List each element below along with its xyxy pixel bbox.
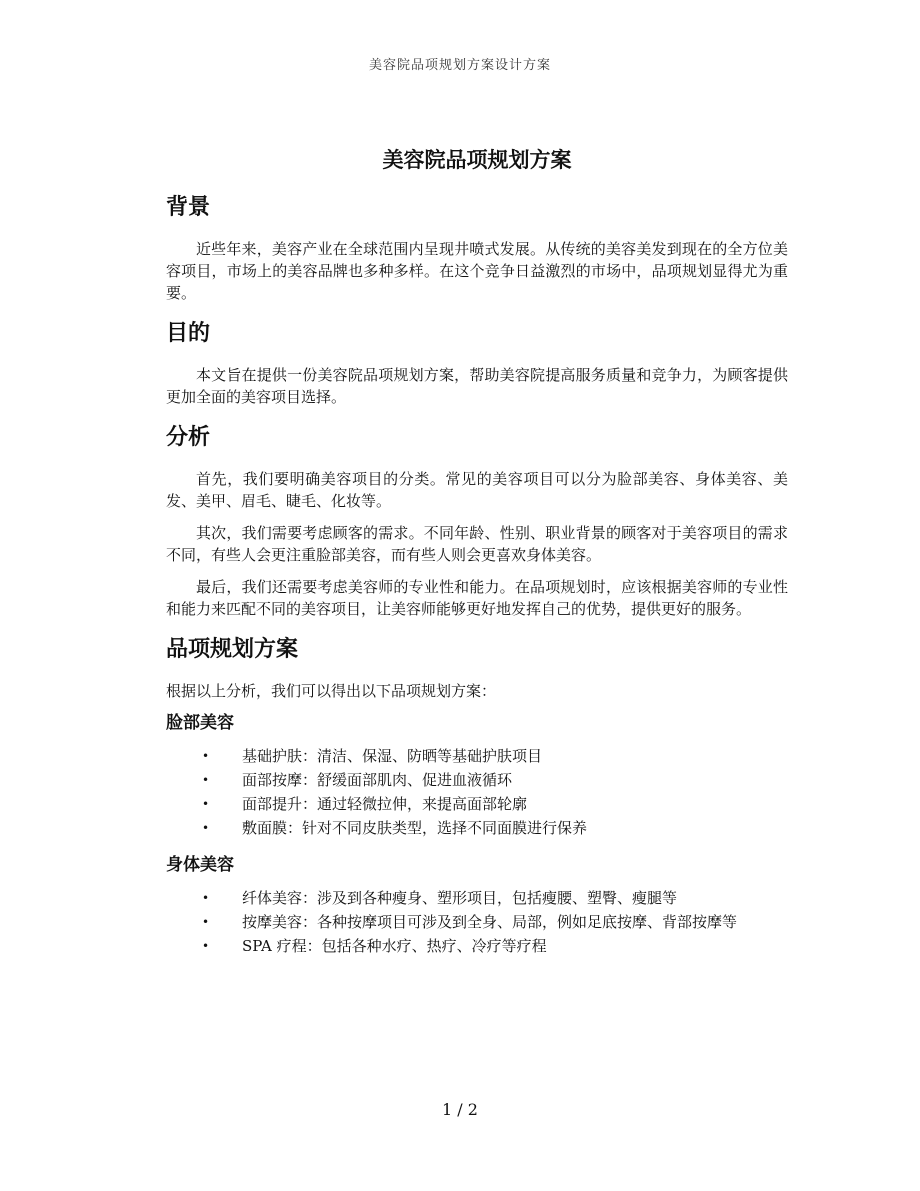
bullet-icon: • (202, 939, 210, 953)
bullet-icon: • (202, 915, 210, 929)
paragraph: 首先，我们要明确美容项目的分类。常见的美容项目可以分为脸部美容、身体美容、美发、美甲、眉毛、睫毛、化妆等。 (166, 470, 788, 510)
subsection-heading-facial: 脸部美容 (166, 713, 234, 733)
paragraph: 近些年来，美容产业在全球范围内呈现井喷式发展。从传统的美容美发到现在的全方位美容项目，市场上的美容品牌也多种多样。在这个竞争日益激烈的市场中，品项规划显得尤为重要。 (166, 240, 788, 302)
bullet-icon: • (202, 821, 210, 835)
facial-list (166, 744, 788, 840)
list-item (166, 910, 788, 934)
section-heading: 品项规划方案 (166, 637, 299, 662)
bullet-icon: • (202, 797, 210, 811)
section-heading: 背景 (166, 195, 211, 220)
bullet-icon: • (202, 749, 210, 763)
list-item-text: 基础护肤：清洁、保湿、防晒等基础护肤项目 (242, 747, 543, 765)
list-item (166, 886, 788, 910)
list-item-text: 按摩美容：各种按摩项目可涉及到全身、局部，例如足底按摩、背部按摩等 (242, 913, 738, 931)
document-title: 美容院品项规划方案 (382, 147, 572, 172)
page-number: 1 / 2 (442, 1100, 478, 1119)
bullet-icon: • (202, 891, 210, 905)
paragraph: 其次，我们需要考虑顾客的需求。不同年龄、性别、职业背景的顾客对于美容项目的需求不同，有些人会更注重脸部美容，而有些人则会更喜欢身体美容。 (166, 524, 788, 564)
bullet-icon: • (202, 773, 210, 787)
plan-intro: 根据以上分析，我们可以得出以下品项规划方案： (166, 682, 497, 700)
list-item-text: SPA 疗程：包括各种水疗、热疗、冷疗等疗程 (242, 937, 547, 955)
document-body (166, 144, 788, 974)
paragraph: 本文旨在提供一份美容院品项规划方案，帮助美容院提高服务质量和竞争力，为顾客提供更加全面的美容项目选择。 (166, 366, 788, 406)
section-purpose (166, 320, 788, 408)
list-item-text: 面部提升：通过轻微拉伸，来提高面部轮廓 (242, 795, 528, 813)
section-plan (166, 636, 788, 958)
list-item-text: 纤体美容：涉及到各种瘦身、塑形项目，包括瘦腰、塑臀、瘦腿等 (242, 889, 678, 907)
list-item (166, 934, 788, 958)
section-heading: 目的 (166, 321, 211, 346)
list-item-text: 面部按摩：舒缓面部肌肉、促进血液循环 (242, 771, 513, 789)
list-item (166, 816, 788, 840)
running-header: 美容院品项规划方案设计方案 (368, 58, 551, 73)
list-item (166, 768, 788, 792)
section-heading: 分析 (166, 425, 211, 450)
list-item (166, 792, 788, 816)
list-item-text: 敷面膜：针对不同皮肤类型，选择不同面膜进行保养 (242, 819, 588, 837)
subsection-heading-body: 身体美容 (166, 855, 234, 875)
list-item (166, 744, 788, 768)
paragraph: 最后，我们还需要考虑美容师的专业性和能力。在品项规划时，应该根据美容师的专业性和能力来匹配不同的美容项目，让美容师能够更好地发挥自己的优势，提供更好的服务。 (166, 578, 788, 618)
section-background (166, 194, 788, 304)
section-analysis (166, 424, 788, 620)
body-list (166, 886, 788, 958)
